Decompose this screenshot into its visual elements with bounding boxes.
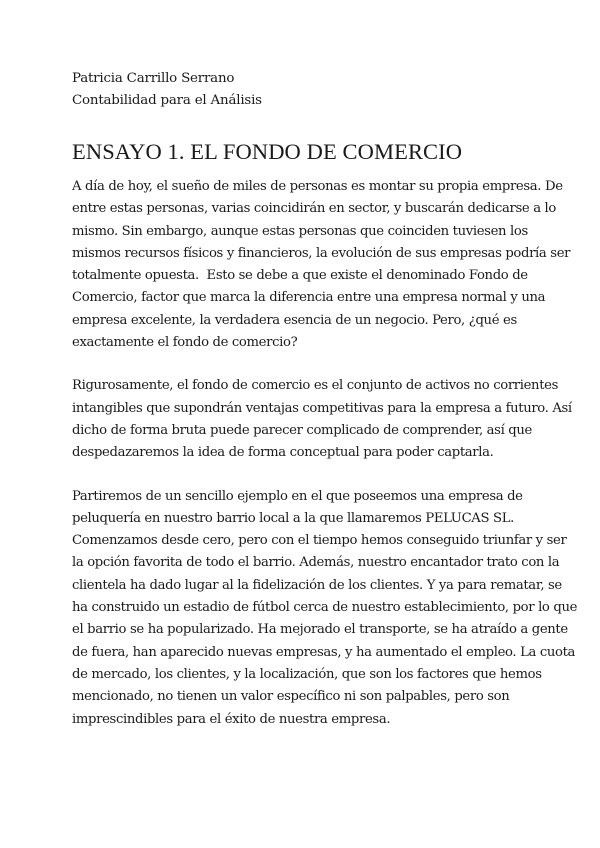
paragraph-3	[72, 486, 578, 731]
text-line: peluquería en nuestro barrio local a la que llamaremos PELUCAS SL.	[72, 510, 514, 526]
text-line: mismo. Sin embargo, aunque estas personas que coinciden tuviesen los	[72, 223, 528, 239]
text-line: entre estas personas, varias coincidirán en sector, y buscarán dedicarse a lo	[72, 201, 557, 217]
text-line: Partiremos de un sencillo ejemplo en el que poseemos una empresa de	[72, 488, 523, 504]
essay-body	[72, 176, 578, 752]
text-line: Comenzamos desde cero, pero con el tiempo hemos conseguido triunfar y ser	[72, 533, 567, 549]
text-line: ha construido un estadio de fútbol cerca de nuestro establecimiento, por lo que	[72, 600, 578, 616]
text-line: exactamente el fondo de comercio?	[72, 335, 298, 351]
text-line: de mercado, los clientes, y la localización, que son los factores que hemos	[72, 666, 542, 682]
text-line: el barrio se ha popularizado. Ha mejorado el transporte, se ha atraído a gente	[72, 622, 568, 638]
text-line: totalmente opuesta. Esto se debe a que existe el denominado Fondo de	[72, 268, 528, 284]
paragraph-2	[72, 375, 572, 464]
text-line: A día de hoy, el sueño de miles de personas es montar su propia empresa. De	[72, 179, 563, 194]
text-line: clientela ha dado lugar al la fidelización de los clientes. Y ya para rematar, se	[72, 577, 562, 593]
text-line: la opción favorita de todo el barrio. Además, nuestro encantador trato con la	[72, 555, 560, 571]
text-line: de fuera, han aparecido nuevas empresas, y ha aumentado el empleo. La cuota	[72, 644, 576, 660]
course-name: Contabilidad para el Análisis	[72, 93, 262, 108]
text-line: imprescindibles para el éxito de nuestra empresa.	[72, 711, 391, 727]
text-line: dicho de forma bruta puede parecer complicado de comprender, así que	[72, 422, 532, 438]
text-line: empresa excelente, la verdadera esencia de un negocio. Pero, ¿qué es	[72, 312, 517, 328]
text-line: Comercio, factor que marca la diferencia entre una empresa normal y una	[72, 290, 546, 306]
essay-title: ENSAYO 1. EL FONDO DE COMERCIO	[72, 139, 463, 164]
document-header	[72, 68, 532, 112]
text-line: intangibles que supondrán ventajas competitivas para la empresa a futuro. Así	[72, 400, 572, 416]
text-line: despedazaremos la idea de forma conceptual para poder captarla.	[72, 445, 494, 461]
text-line: Rigurosamente, el fondo de comercio es el conjunto de activos no corrientes	[72, 378, 559, 394]
text-line: mismos recursos físicos y financieros, la evolución de sus empresas podría ser	[72, 245, 571, 261]
text-line: mencionado, no tienen un valor específico ni son palpables, pero son	[72, 689, 510, 705]
author-name: Patricia Carrillo Serrano	[72, 71, 235, 86]
paragraph-1	[72, 176, 571, 354]
